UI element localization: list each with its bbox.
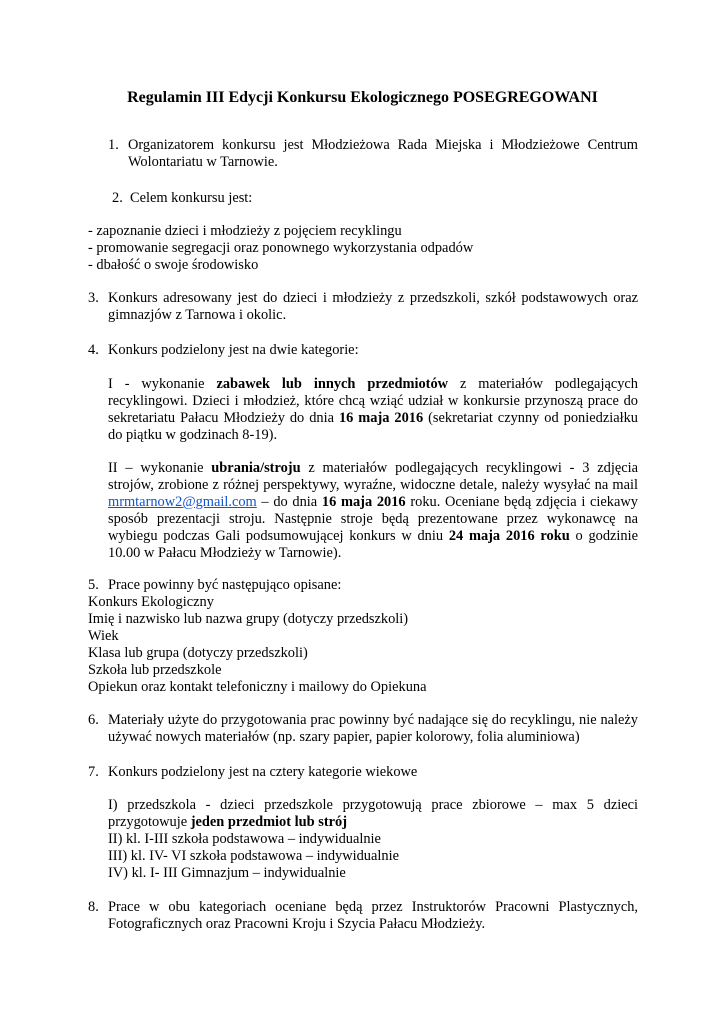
- section-5: [88, 577, 638, 594]
- contest-email-link[interactable]: mrmtarnow2@gmail.com: [108, 494, 257, 510]
- label-line-3: Wiek: [88, 628, 119, 644]
- section-7-text: Konkurs podzielony jest na cztery kategorie wiekowe: [108, 764, 418, 780]
- section-7: [88, 764, 638, 781]
- category-2-item: ubrania/stroju: [211, 460, 301, 476]
- document-title: Regulamin III Edycji Konkursu Ekologicznego POSEGREGOWANI: [127, 89, 598, 106]
- label-line-2: Imię i nazwisko lub nazwa grupy (dotyczy przedszkoli): [88, 611, 409, 627]
- section-2-goal-2: - promowanie segregacji oraz ponownego wykorzystania odpadów: [88, 240, 474, 256]
- category-2-deadline: 16 maja 2016: [321, 494, 406, 510]
- section-3: [88, 290, 638, 324]
- age-category-2: II) kl. I-III szkoła podstawowa – indywidualnie: [108, 831, 381, 847]
- category-1-deadline: 16 maja 2016: [338, 410, 424, 426]
- label-line-4: Klasa lub grupa (dotyczy przedszkoli): [88, 645, 308, 661]
- section-1-text: Organizatorem konkursu jest Młodzieżowa Rada Miejska i Młodzieżowe Centrum Wolontariatu w Tarnowie.: [128, 137, 638, 170]
- section-5-number: 5.: [88, 577, 99, 593]
- section-3-text: Konkurs adresowany jest do dzieci i młodzieży z przedszkoli, szkół podstawowych oraz gimnazjów z Tarnowa i okolic.: [108, 290, 638, 323]
- category-1-item: zabawek lub innych przedmiotów: [216, 376, 449, 392]
- category-1: I - wykonanie zabawek lub innych przedmiotów z materiałów podlegających recyklingowi. Dzieci i młodzież, które chcą wziąć udział w konkursie przynoszą prace do sekretariatu Pałacu Młodzieży do dnia 16 maja 2016 (sekretariat czynny od poniedziałku do piątku w godzinach 8-19).: [108, 376, 638, 443]
- age-category-1-emphasis: jeden przedmiot lub strój: [190, 814, 348, 830]
- section-2-number: 2.: [112, 190, 123, 206]
- section-6-number: 6.: [88, 712, 99, 728]
- gala-date: 24 maja 2016 roku: [448, 528, 570, 544]
- section-8-number: 8.: [88, 899, 99, 915]
- age-category-3: III) kl. IV- VI szkoła podstawowa – indywidualnie: [108, 848, 399, 864]
- label-line-5: Szkoła lub przedszkole: [88, 662, 222, 678]
- section-6-text: Materiały użyte do przygotowania prac powinny być nadające się do recyklingu, nie należy używać nowych materiałów (np. szary papier, papier kolorowy, folia aluminiowa): [108, 712, 638, 745]
- label-line-6: Opiekun oraz kontakt telefoniczny i mailowy do Opiekuna: [88, 679, 427, 695]
- section-2-goal-3: - dbałość o swoje środowisko: [88, 257, 259, 273]
- section-4-text: Konkurs podzielony jest na dwie kategorie:: [108, 342, 359, 358]
- section-1: [88, 137, 638, 171]
- section-2: [88, 190, 638, 207]
- age-category-1: I) przedszkola - dzieci przedszkole przygotowują prace zbiorowe – max 5 dzieci przygotowuje jeden przedmiot lub strój: [108, 797, 638, 830]
- section-8: [88, 899, 638, 933]
- section-4-number: 4.: [88, 342, 99, 358]
- section-2-goal-1: - zapoznanie dzieci i młodzieży z pojęciem recyklingu: [88, 223, 402, 239]
- label-line-1: Konkurs Ekologiczny: [88, 594, 214, 610]
- section-5-text: Prace powinny być następująco opisane:: [108, 577, 342, 593]
- category-2: II – wykonanie ubrania/stroju z materiałów podlegających recyklingowi - 3 zdjęcia strojów, zrobione z różnej perspektywy, wyraźne, widoczne detale, należy wysyłać na mail mrmtarnow2@gmail.com – do dnia 16 maja 2016 roku. Oceniane będą zdjęcia i ciekawy sposób prezentacji stroju. Następnie stroje będą prezentowane przez wykonawcę na wybiegu podczas Gali podsumowującej konkurs w dniu 24 maja 2016 roku o godzinie 10.00 w Pałacu Młodzieży w Tarnowie).: [108, 460, 639, 561]
- section-1-number: 1.: [108, 137, 119, 153]
- section-2-text: Celem konkursu jest:: [130, 190, 253, 206]
- section-8-text: Prace w obu kategoriach oceniane będą przez Instruktorów Pracowni Plastycznych, Fotograficznych oraz Pracowni Kroju i Szycia Pałacu Młodzieży.: [108, 899, 638, 932]
- section-7-number: 7.: [88, 764, 99, 780]
- age-category-4: IV) kl. I- III Gimnazjum – indywidualnie: [108, 865, 346, 881]
- section-4: [88, 342, 638, 359]
- section-3-number: 3.: [88, 290, 99, 306]
- section-6: [88, 712, 638, 746]
